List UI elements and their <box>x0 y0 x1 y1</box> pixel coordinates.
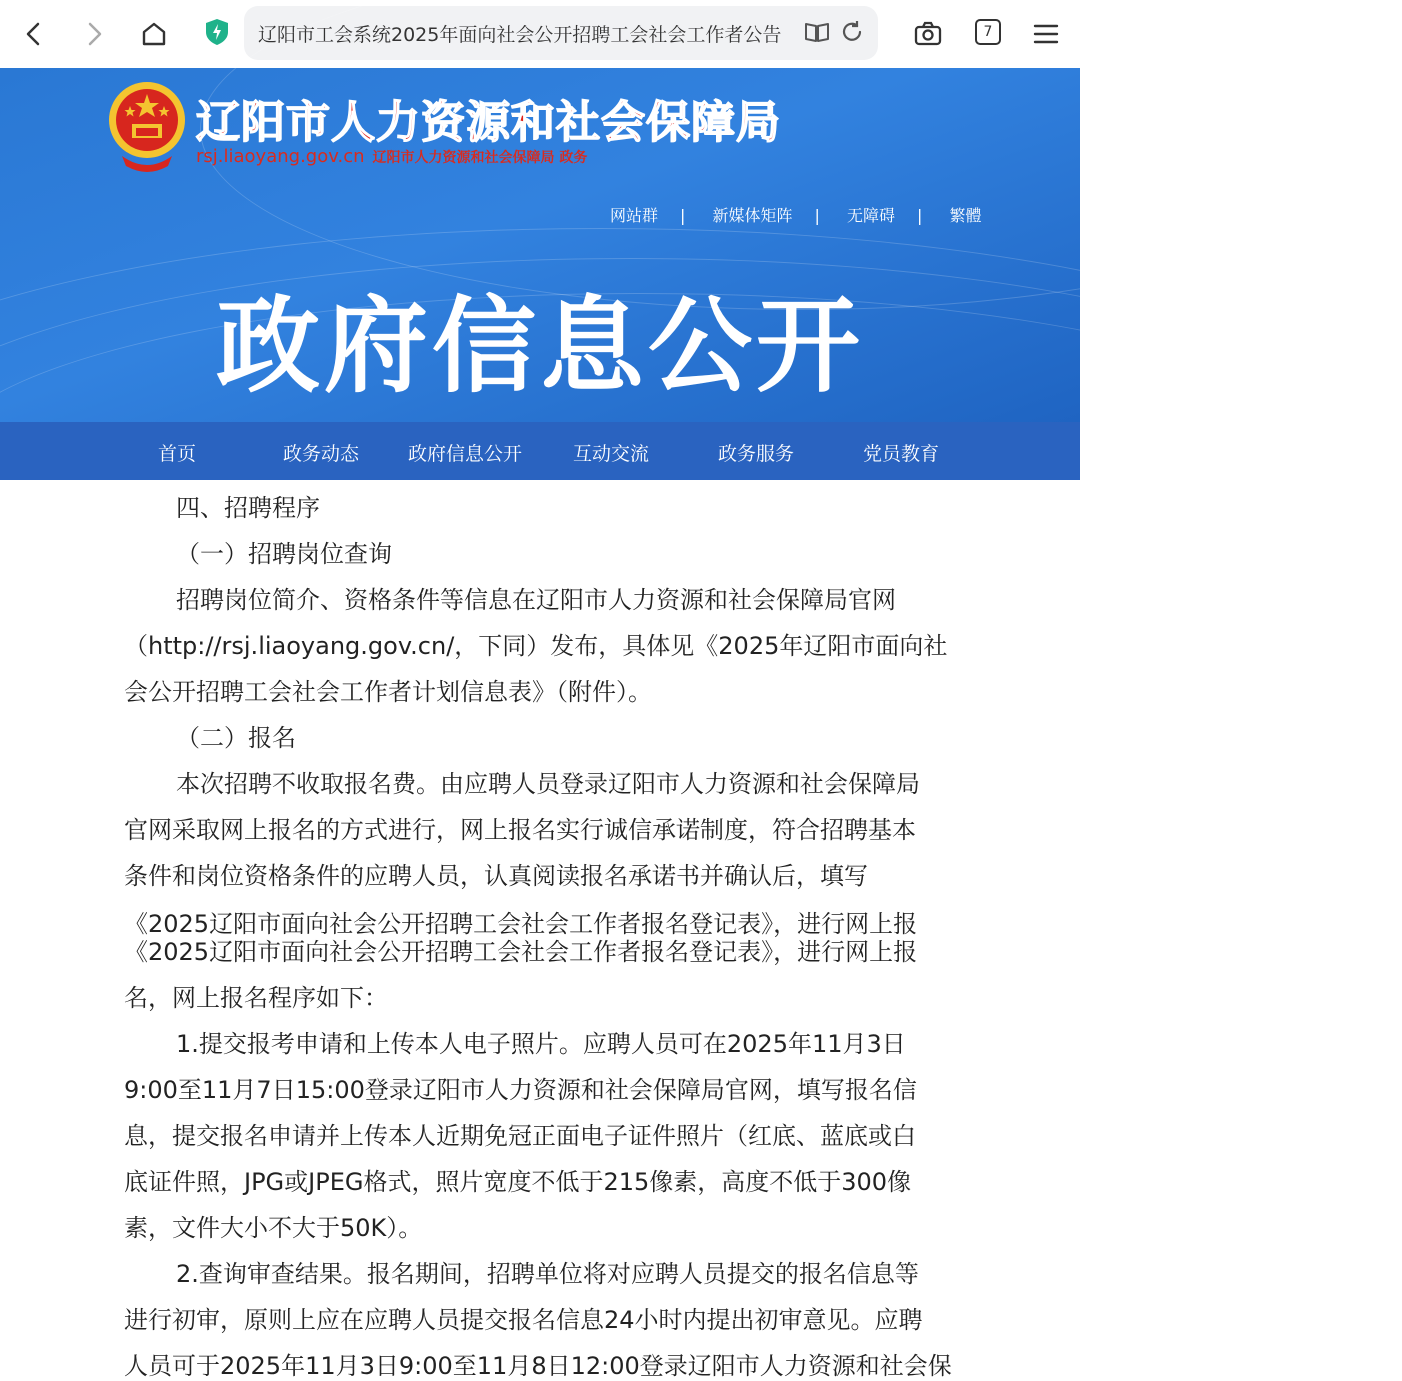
site-name[interactable]: 辽阳市人力资源和社会保障局 <box>196 97 781 148</box>
nav-news[interactable]: 政务动态 <box>283 443 360 465</box>
tabs-icon[interactable]: 7 <box>975 19 1001 45</box>
subsection-heading: （一）招聘岗位查询 <box>176 540 392 568</box>
toplink-new-media[interactable]: 新媒体矩阵 <box>712 206 793 225</box>
hero-title: 政府信息公开 <box>215 285 864 407</box>
section-heading: 四、招聘程序 <box>176 494 320 522</box>
home-icon[interactable] <box>132 12 176 56</box>
paragraph-line: 2.查询审查结果。报名期间，招聘单位将对应聘人员提交的报名信息等 <box>176 1260 919 1288</box>
top-links: 网站群 | 新媒体矩阵 | 无障碍 | 繁體 <box>610 206 982 225</box>
national-emblem-logo <box>106 76 188 176</box>
paragraph-line: 素，文件大小不大于50K）。 <box>124 1214 423 1242</box>
nav-party-education[interactable]: 党员教育 <box>863 443 940 465</box>
paragraph-line: 进行初审，原则上应在应聘人员提交报名信息24小时内提出初审意见。应聘 <box>124 1306 923 1334</box>
paragraph-line: 条件和岗位资格条件的应聘人员，认真阅读报名承诺书并确认后，填写 <box>124 862 868 890</box>
paragraph-line: 1.提交报考申请和上传本人电子照片。应聘人员可在2025年11月3日 <box>176 1030 906 1058</box>
subsection-heading: （二）报名 <box>176 724 296 752</box>
paragraph-line: 人员可于2025年11月3日9:00至11月8日12:00登录辽阳市人力资源和社会保 <box>124 1352 952 1380</box>
site-sub-label: 辽阳市人力资源和社会保障局 政务 <box>372 150 588 166</box>
back-icon[interactable] <box>12 12 56 56</box>
site-subtitle <box>196 146 587 167</box>
paragraph-line: 9:00至11月7日15:00登录辽阳市人力资源和社会保障局官网，填写报名信 <box>124 1076 917 1104</box>
paragraph-line: （http://rsj.liaoyang.gov.cn/，下同）发布，具体见《2025年辽阳市面向社 <box>124 632 948 660</box>
paragraph-line: 会公开招聘工会社会工作者计划信息表》（附件）。 <box>124 678 652 706</box>
paragraph-line: 息，提交报名申请并上传本人近期免冠正面电子证件照片（红底、蓝底或白 <box>124 1122 916 1150</box>
paragraph-line: 名，网上报名程序如下： <box>124 984 388 1012</box>
toplink-site-group[interactable]: 网站群 <box>610 206 659 225</box>
paragraph-line: 招聘岗位简介、资格条件等信息在辽阳市人力资源和社会保障局官网 <box>176 586 896 614</box>
nav-interaction[interactable]: 互动交流 <box>573 443 650 465</box>
paragraph-line: 官网采取网上报名的方式进行，网上报名实行诚信承诺制度，符合招聘基本 <box>124 816 916 844</box>
forward-icon[interactable] <box>72 12 116 56</box>
paragraph-line: 底证件照，JPG或JPEG格式，照片宽度不低于215像素，高度不低于300像 <box>124 1168 912 1196</box>
nav-home[interactable]: 首页 <box>158 443 197 465</box>
paragraph-line: 本次招聘不收取报名费。由应聘人员登录辽阳市人力资源和社会保障局 <box>176 770 920 798</box>
paragraph-line-clipped: 《2025辽阳市面向社会公开招聘工会社会工作者报名登记表》，进行网上报 <box>124 910 918 938</box>
address-page-title[interactable]: 辽阳市工会系统2025年面向社会公开招聘工会社会工作者公告 <box>258 24 782 46</box>
nav-info-disclosure[interactable]: 政府信息公开 <box>408 443 523 465</box>
main-nav <box>0 422 1080 480</box>
toplink-traditional[interactable]: 繁體 <box>949 206 982 225</box>
nav-services[interactable]: 政务服务 <box>718 443 795 465</box>
toplink-accessibility[interactable]: 无障碍 <box>847 206 896 225</box>
shield-icon <box>205 18 229 46</box>
site-domain: rsj.liaoyang.gov.cn <box>196 146 365 167</box>
paragraph-line: 《2025辽阳市面向社会公开招聘工会社会工作者报名登记表》，进行网上报 <box>124 938 918 966</box>
